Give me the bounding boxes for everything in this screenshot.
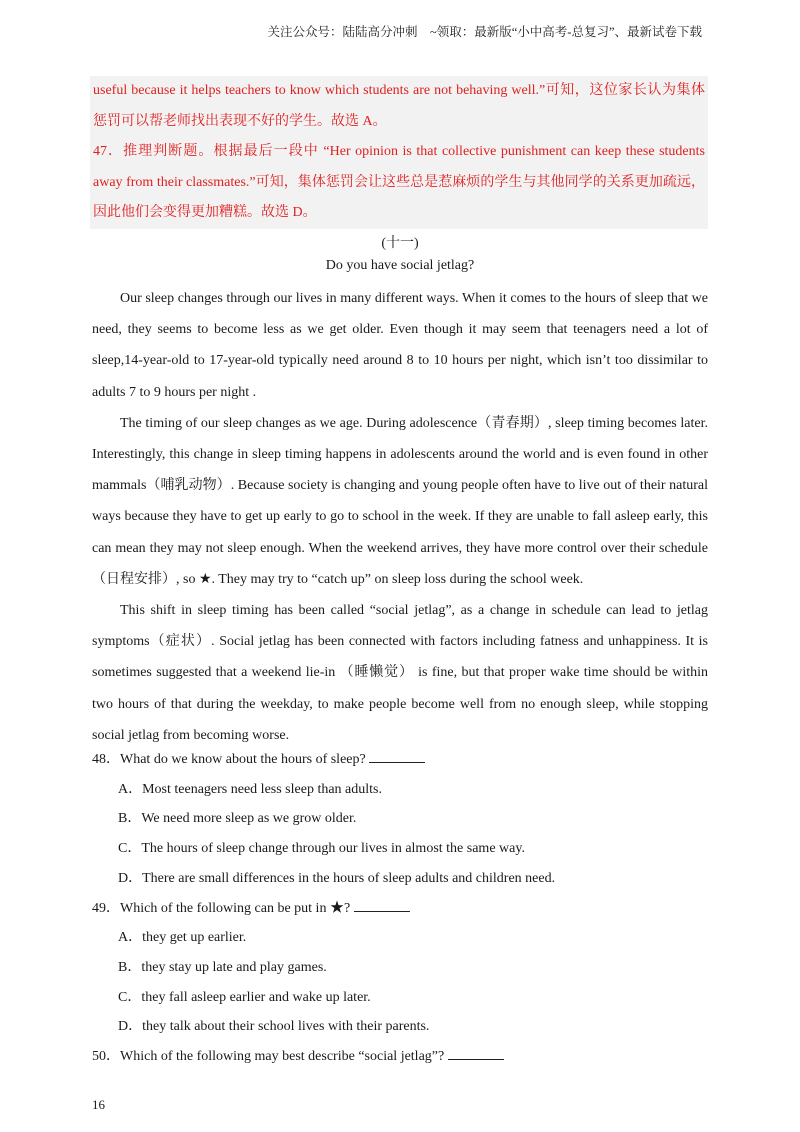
question-stem: 49．Which of the following can be put in ★? [92,900,354,916]
answer-explanation-47: 47．推理判断题。根据最后一段中 “Her opinion is that collective punishment can keep these students away from their classmates.”可知，集体惩罚会让这些总是惹麻烦的学生与其他同学的关系更加疏远，因此他们会变得更加糟糕。故选 D。 [93,144,705,220]
option-49-a: A．they get up earlier. [118,930,247,946]
passage-paragraph-2: The timing of our sleep changes as we age. During adolescence（青春期）, sleep timing becomes later. Interestingly, this change in sleep timing happens in adolescents around the world and is even found in other mammals（哺乳动物）. Because society is changing and young people often have to live out of their natural ways because they have to get up early to go to school in the week. If they are unable to fall asleep early, this can mean they may not sleep enough. When the weekend arrives, they have more control over their schedule（日程安排）, so ★. They may try to “catch up” on sleep loss during the school week. [92,415,708,587]
header-note: 关注公众号：陆陆高分冲刺 ~领取：最新版“小中高考-总复习”、最新试卷下载 [267,25,702,39]
question-stem: 50．Which of the following may best describe “social jetlag”? [92,1049,448,1065]
passage-paragraph-1: Our sleep changes through our lives in many different ways. When it comes to the hours of sleep that we need, they seems to become less as we get older. Even though it may seem that teenagers need a lot of sleep,14-year-old to 17-year-old typically need around 8 to 10 hours per night, which isn’t too dissimilar to adults 7 to 9 hours per night . [92,291,708,400]
option-49-b: B．they stay up late and play games. [118,959,327,975]
option-48-a: A．Most teenagers need less sleep than adults. [118,781,382,797]
question-49 [92,894,708,924]
answer-explanation-box [90,76,708,229]
answer-blank [448,1047,504,1060]
option-48-c: C．The hours of sleep change through our lives in almost the same way. [118,841,525,857]
option-48-b: B．We need more sleep as we grow older. [118,811,357,827]
passage-body [92,283,708,751]
passage-title: Do you have social jetlag? [325,258,475,273]
question-list [92,745,708,1072]
question-stem: 48．What do we know about the hours of sleep? [92,752,370,767]
passage-paragraph-3: This shift in sleep timing has been called “social jetlag”, as a change in schedule can lead to jetlag symptoms（症状）. Social jetlag has been connected with factors including fatness and unhappiness. It is sometimes suggested that a weekend lie-in （睡懒觉） is fine, but that proper wake time should be within two hours of that during the weekday, to make people become well from no enough sleep, while stopping social jetlag from becoming worse. [92,603,708,743]
question-48 [92,745,708,775]
question-50 [92,1042,708,1072]
page-number: 16 [92,1097,105,1112]
answer-explanation-46: useful because it helps teachers to know which students are not behaving well.”可知，这位家长认为集体惩罚可以帮老师找出表现不好的学生。故选 A。 [93,83,705,129]
answer-blank [369,750,425,763]
section-number: (十一) [381,236,419,251]
option-49-c: C．they fall asleep earlier and wake up later. [118,989,371,1005]
answer-blank [354,899,410,912]
option-49-d: D．they talk about their school lives with their parents. [118,1019,430,1035]
option-48-d: D．There are small differences in the hours of sleep adults and children need. [118,870,556,886]
